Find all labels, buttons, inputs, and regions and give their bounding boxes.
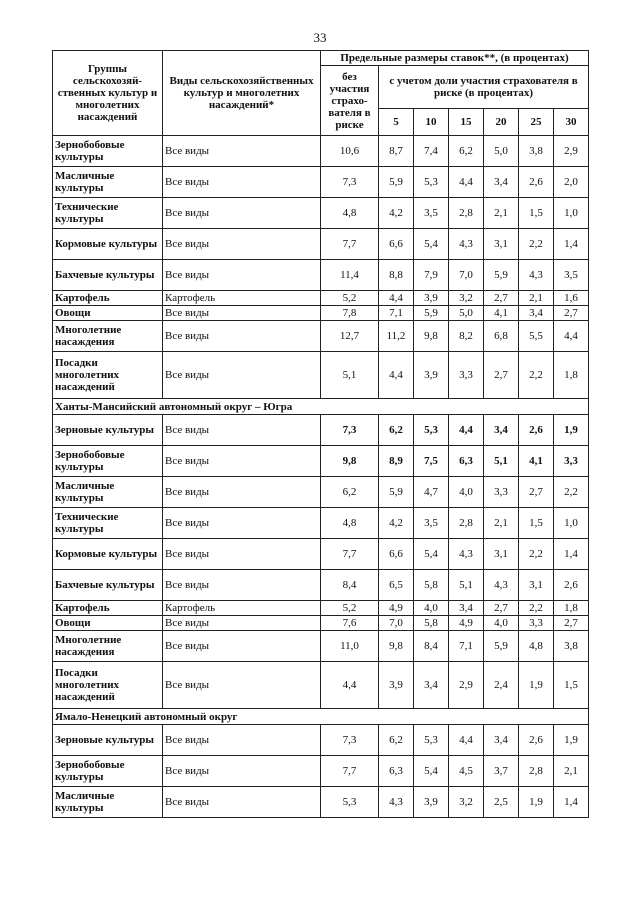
rate-value-cell: 5,5: [519, 321, 554, 352]
rate-value-cell: 5,1: [449, 570, 484, 601]
rate-value-cell: 6,3: [379, 756, 414, 787]
region-title: Ханты-Мансийский автономный округ – Югра: [53, 399, 589, 415]
rate-value-cell: 5,2: [321, 291, 379, 306]
crop-type-cell: Все виды: [163, 415, 321, 446]
insurance-rates-table: [52, 50, 589, 818]
rate-value-cell: 4,7: [414, 477, 449, 508]
table-row: [53, 136, 589, 167]
crop-type-cell: Все виды: [163, 756, 321, 787]
rate-value-cell: 6,8: [484, 321, 519, 352]
rate-value-cell: 2,6: [519, 725, 554, 756]
rate-value-cell: 2,9: [449, 662, 484, 709]
rate-value-cell: 7,9: [414, 260, 449, 291]
rate-value-cell: 3,5: [414, 508, 449, 539]
rate-value-cell: 2,0: [554, 167, 589, 198]
crop-group-cell: Овощи: [53, 306, 163, 321]
rate-value-cell: 4,1: [484, 306, 519, 321]
table-row: [53, 306, 589, 321]
rate-value-cell: 5,3: [414, 167, 449, 198]
rate-value-cell: 4,0: [484, 616, 519, 631]
rate-value-cell: 8,8: [379, 260, 414, 291]
rate-value-cell: 4,3: [449, 539, 484, 570]
table-row: [53, 446, 589, 477]
rate-value-cell: 2,7: [484, 601, 519, 616]
rate-value-cell: 4,9: [379, 601, 414, 616]
rate-value-cell: 2,6: [554, 570, 589, 601]
rate-value-cell: 2,7: [554, 616, 589, 631]
table-row: [53, 415, 589, 446]
header-rates-title: Предельные размеры ставок**, (в процентах): [321, 51, 589, 66]
header-pct-15: 15: [449, 109, 484, 136]
rate-value-cell: 3,3: [519, 616, 554, 631]
rate-value-cell: 6,2: [321, 477, 379, 508]
crop-group-cell: Технические культуры: [53, 508, 163, 539]
rate-value-cell: 8,2: [449, 321, 484, 352]
rate-value-cell: 6,2: [379, 725, 414, 756]
crop-group-cell: Картофель: [53, 601, 163, 616]
crop-type-cell: Все виды: [163, 631, 321, 662]
crop-type-cell: Все виды: [163, 570, 321, 601]
table-row: [53, 508, 589, 539]
rate-value-cell: 6,2: [449, 136, 484, 167]
table-row: [53, 756, 589, 787]
rate-value-cell: 3,1: [519, 570, 554, 601]
table-row: [53, 570, 589, 601]
crop-group-cell: Посадки многолетних насаждений: [53, 352, 163, 399]
rate-value-cell: 4,2: [379, 508, 414, 539]
rate-value-cell: 3,9: [379, 662, 414, 709]
crop-group-cell: Овощи: [53, 616, 163, 631]
rate-value-cell: 2,7: [484, 352, 519, 399]
header-no-participation: без участия страхо-вателя в риске: [321, 66, 379, 136]
rate-value-cell: 5,8: [414, 616, 449, 631]
crop-group-cell: Посадки многолетних насаждений: [53, 662, 163, 709]
rate-value-cell: 3,3: [484, 477, 519, 508]
rate-value-cell: 2,6: [519, 415, 554, 446]
table-row: [53, 601, 589, 616]
rate-value-cell: 7,5: [414, 446, 449, 477]
rate-value-cell: 2,2: [519, 229, 554, 260]
rate-value-cell: 3,5: [554, 260, 589, 291]
rate-value-cell: 4,8: [321, 198, 379, 229]
rate-value-cell: 4,3: [484, 570, 519, 601]
rate-value-cell: 6,3: [449, 446, 484, 477]
rate-value-cell: 8,7: [379, 136, 414, 167]
crop-type-cell: Все виды: [163, 167, 321, 198]
table-row: [53, 167, 589, 198]
rate-value-cell: 3,9: [414, 787, 449, 818]
rate-value-cell: 10,6: [321, 136, 379, 167]
rate-value-cell: 2,2: [519, 539, 554, 570]
rate-value-cell: 5,2: [321, 601, 379, 616]
crop-group-cell: Масличные культуры: [53, 477, 163, 508]
crop-group-cell: Зерновые культуры: [53, 415, 163, 446]
region-row: [53, 399, 589, 415]
table-row: [53, 787, 589, 818]
rate-value-cell: 12,7: [321, 321, 379, 352]
rate-value-cell: 3,8: [519, 136, 554, 167]
crop-type-cell: Все виды: [163, 229, 321, 260]
rate-value-cell: 1,9: [554, 725, 589, 756]
rate-value-cell: 1,4: [554, 539, 589, 570]
crop-type-cell: Картофель: [163, 601, 321, 616]
rate-value-cell: 4,3: [449, 229, 484, 260]
rate-value-cell: 2,8: [449, 508, 484, 539]
crop-group-cell: Зернобобовые культуры: [53, 446, 163, 477]
rate-value-cell: 3,4: [484, 415, 519, 446]
rate-value-cell: 1,4: [554, 787, 589, 818]
rate-value-cell: 4,4: [449, 725, 484, 756]
rate-value-cell: 7,1: [379, 306, 414, 321]
rate-value-cell: 1,9: [519, 662, 554, 709]
crop-group-cell: Многолетние насаждения: [53, 321, 163, 352]
rate-value-cell: 7,7: [321, 539, 379, 570]
rate-value-cell: 1,0: [554, 198, 589, 229]
table-row: [53, 539, 589, 570]
rate-value-cell: 3,4: [449, 601, 484, 616]
rate-value-cell: 3,8: [554, 631, 589, 662]
crop-type-cell: Все виды: [163, 260, 321, 291]
crop-type-cell: Картофель: [163, 291, 321, 306]
rate-value-cell: 11,2: [379, 321, 414, 352]
rate-value-cell: 1,0: [554, 508, 589, 539]
rate-value-cell: 7,7: [321, 756, 379, 787]
rate-value-cell: 3,4: [484, 725, 519, 756]
table-row: [53, 477, 589, 508]
rate-value-cell: 7,3: [321, 415, 379, 446]
crop-group-cell: Кормовые культуры: [53, 539, 163, 570]
rate-value-cell: 4,1: [519, 446, 554, 477]
rate-value-cell: 4,0: [449, 477, 484, 508]
rate-value-cell: 8,9: [379, 446, 414, 477]
crop-type-cell: Все виды: [163, 136, 321, 167]
rate-value-cell: 7,3: [321, 725, 379, 756]
crop-type-cell: Все виды: [163, 198, 321, 229]
crop-type-cell: Все виды: [163, 787, 321, 818]
rate-value-cell: 5,8: [414, 570, 449, 601]
rate-value-cell: 1,6: [554, 291, 589, 306]
rate-value-cell: 3,1: [484, 539, 519, 570]
rate-value-cell: 11,0: [321, 631, 379, 662]
rate-value-cell: 8,4: [414, 631, 449, 662]
rate-value-cell: 3,1: [484, 229, 519, 260]
rate-value-cell: 1,8: [554, 352, 589, 399]
header-with-share: с учетом доли участия страхователя в риске (в процентах): [379, 66, 589, 109]
rate-value-cell: 8,4: [321, 570, 379, 601]
rate-value-cell: 2,7: [554, 306, 589, 321]
rate-value-cell: 6,6: [379, 229, 414, 260]
rate-value-cell: 5,9: [414, 306, 449, 321]
rate-value-cell: 4,0: [414, 601, 449, 616]
rate-value-cell: 5,0: [484, 136, 519, 167]
rate-value-cell: 4,8: [519, 631, 554, 662]
rate-value-cell: 4,4: [449, 167, 484, 198]
rate-value-cell: 6,5: [379, 570, 414, 601]
rate-value-cell: 2,1: [484, 508, 519, 539]
rate-value-cell: 2,1: [519, 291, 554, 306]
rate-value-cell: 4,5: [449, 756, 484, 787]
rate-value-cell: 7,7: [321, 229, 379, 260]
rate-value-cell: 1,4: [554, 229, 589, 260]
crop-type-cell: Все виды: [163, 321, 321, 352]
rate-value-cell: 1,8: [554, 601, 589, 616]
rate-value-cell: 5,9: [379, 477, 414, 508]
rate-value-cell: 3,2: [449, 291, 484, 306]
rate-value-cell: 5,9: [379, 167, 414, 198]
crop-group-cell: Картофель: [53, 291, 163, 306]
rate-value-cell: 2,2: [554, 477, 589, 508]
header-types-col: Виды сельскохозяйственных культур и многолетних насаждений*: [163, 51, 321, 136]
rate-value-cell: 7,0: [449, 260, 484, 291]
crop-type-cell: Все виды: [163, 662, 321, 709]
rate-value-cell: 4,2: [379, 198, 414, 229]
table-row: [53, 321, 589, 352]
rate-value-cell: 5,4: [414, 756, 449, 787]
rate-value-cell: 4,9: [449, 616, 484, 631]
rate-value-cell: 4,4: [449, 415, 484, 446]
crop-group-cell: Технические культуры: [53, 198, 163, 229]
rate-value-cell: 3,3: [449, 352, 484, 399]
rate-value-cell: 3,4: [519, 306, 554, 321]
rate-value-cell: 7,1: [449, 631, 484, 662]
rate-value-cell: 5,9: [484, 260, 519, 291]
table-row: [53, 198, 589, 229]
rate-value-cell: 5,9: [484, 631, 519, 662]
crop-type-cell: Все виды: [163, 446, 321, 477]
rate-value-cell: 1,9: [519, 787, 554, 818]
rate-value-cell: 5,1: [484, 446, 519, 477]
rate-value-cell: 7,6: [321, 616, 379, 631]
page-number: 33: [313, 30, 327, 45]
table-row: [53, 725, 589, 756]
rate-value-cell: 7,8: [321, 306, 379, 321]
rate-value-cell: 4,8: [321, 508, 379, 539]
table-row: [53, 352, 589, 399]
rate-value-cell: 3,4: [484, 167, 519, 198]
crop-type-cell: Все виды: [163, 539, 321, 570]
rate-value-cell: 7,0: [379, 616, 414, 631]
crop-group-cell: Бахчевые культуры: [53, 260, 163, 291]
rate-value-cell: 4,4: [554, 321, 589, 352]
rate-value-cell: 4,3: [519, 260, 554, 291]
rate-value-cell: 3,9: [414, 352, 449, 399]
rate-value-cell: 4,4: [379, 291, 414, 306]
crop-type-cell: Все виды: [163, 306, 321, 321]
table-row: [53, 616, 589, 631]
crop-group-cell: Зернобобовые культуры: [53, 136, 163, 167]
header-pct-25: 25: [519, 109, 554, 136]
rate-value-cell: 2,8: [519, 756, 554, 787]
rate-value-cell: 9,8: [379, 631, 414, 662]
table-body: [53, 136, 589, 818]
crop-type-cell: Все виды: [163, 616, 321, 631]
crop-group-cell: Многолетние насаждения: [53, 631, 163, 662]
table-row: [53, 291, 589, 306]
rate-value-cell: 4,4: [321, 662, 379, 709]
rate-value-cell: 7,4: [414, 136, 449, 167]
table-row: [53, 260, 589, 291]
rate-value-cell: 2,1: [484, 198, 519, 229]
rate-value-cell: 9,8: [414, 321, 449, 352]
rate-value-cell: 2,2: [519, 601, 554, 616]
crop-group-cell: Зерновые культуры: [53, 725, 163, 756]
crop-type-cell: Все виды: [163, 508, 321, 539]
rate-value-cell: 1,5: [519, 198, 554, 229]
crop-group-cell: Бахчевые культуры: [53, 570, 163, 601]
rate-value-cell: 5,4: [414, 229, 449, 260]
rate-value-cell: 1,9: [554, 415, 589, 446]
rate-value-cell: 5,3: [414, 415, 449, 446]
rate-value-cell: 4,3: [379, 787, 414, 818]
crop-type-cell: Все виды: [163, 352, 321, 399]
region-row: [53, 709, 589, 725]
rate-value-cell: 11,4: [321, 260, 379, 291]
rate-value-cell: 2,1: [554, 756, 589, 787]
table-row: [53, 662, 589, 709]
rate-value-cell: 6,2: [379, 415, 414, 446]
header-pct-10: 10: [414, 109, 449, 136]
rate-value-cell: 2,4: [484, 662, 519, 709]
rate-value-cell: 5,3: [414, 725, 449, 756]
rate-value-cell: 5,0: [449, 306, 484, 321]
rate-value-cell: 5,3: [321, 787, 379, 818]
rate-value-cell: 1,5: [519, 508, 554, 539]
rate-value-cell: 3,9: [414, 291, 449, 306]
crop-group-cell: Зернобобовые культуры: [53, 756, 163, 787]
header-pct-5: 5: [379, 109, 414, 136]
header-pct-30: 30: [554, 109, 589, 136]
crop-type-cell: Все виды: [163, 477, 321, 508]
rate-value-cell: 2,2: [519, 352, 554, 399]
rate-value-cell: 2,7: [484, 291, 519, 306]
rate-value-cell: 2,7: [519, 477, 554, 508]
header-group-col: Группы сельскохозяй-ственных культур и многолетних насаждений: [53, 51, 163, 136]
header-pct-20: 20: [484, 109, 519, 136]
table-row: [53, 229, 589, 260]
rate-value-cell: 5,4: [414, 539, 449, 570]
crop-group-cell: Кормовые культуры: [53, 229, 163, 260]
rate-value-cell: 3,3: [554, 446, 589, 477]
rate-value-cell: 3,7: [484, 756, 519, 787]
rate-value-cell: 4,4: [379, 352, 414, 399]
rate-value-cell: 6,6: [379, 539, 414, 570]
rate-value-cell: 3,2: [449, 787, 484, 818]
rate-value-cell: 5,1: [321, 352, 379, 399]
crop-group-cell: Масличные культуры: [53, 787, 163, 818]
crop-type-cell: Все виды: [163, 725, 321, 756]
rate-value-cell: 1,5: [554, 662, 589, 709]
rate-value-cell: 2,5: [484, 787, 519, 818]
rate-value-cell: 9,8: [321, 446, 379, 477]
rate-value-cell: 2,6: [519, 167, 554, 198]
rate-value-cell: 2,8: [449, 198, 484, 229]
region-title: Ямало-Ненецкий автономный округ: [53, 709, 589, 725]
rate-value-cell: 7,3: [321, 167, 379, 198]
rate-value-cell: 3,4: [414, 662, 449, 709]
rate-value-cell: 3,5: [414, 198, 449, 229]
crop-group-cell: Масличные культуры: [53, 167, 163, 198]
rate-value-cell: 2,9: [554, 136, 589, 167]
table-row: [53, 631, 589, 662]
